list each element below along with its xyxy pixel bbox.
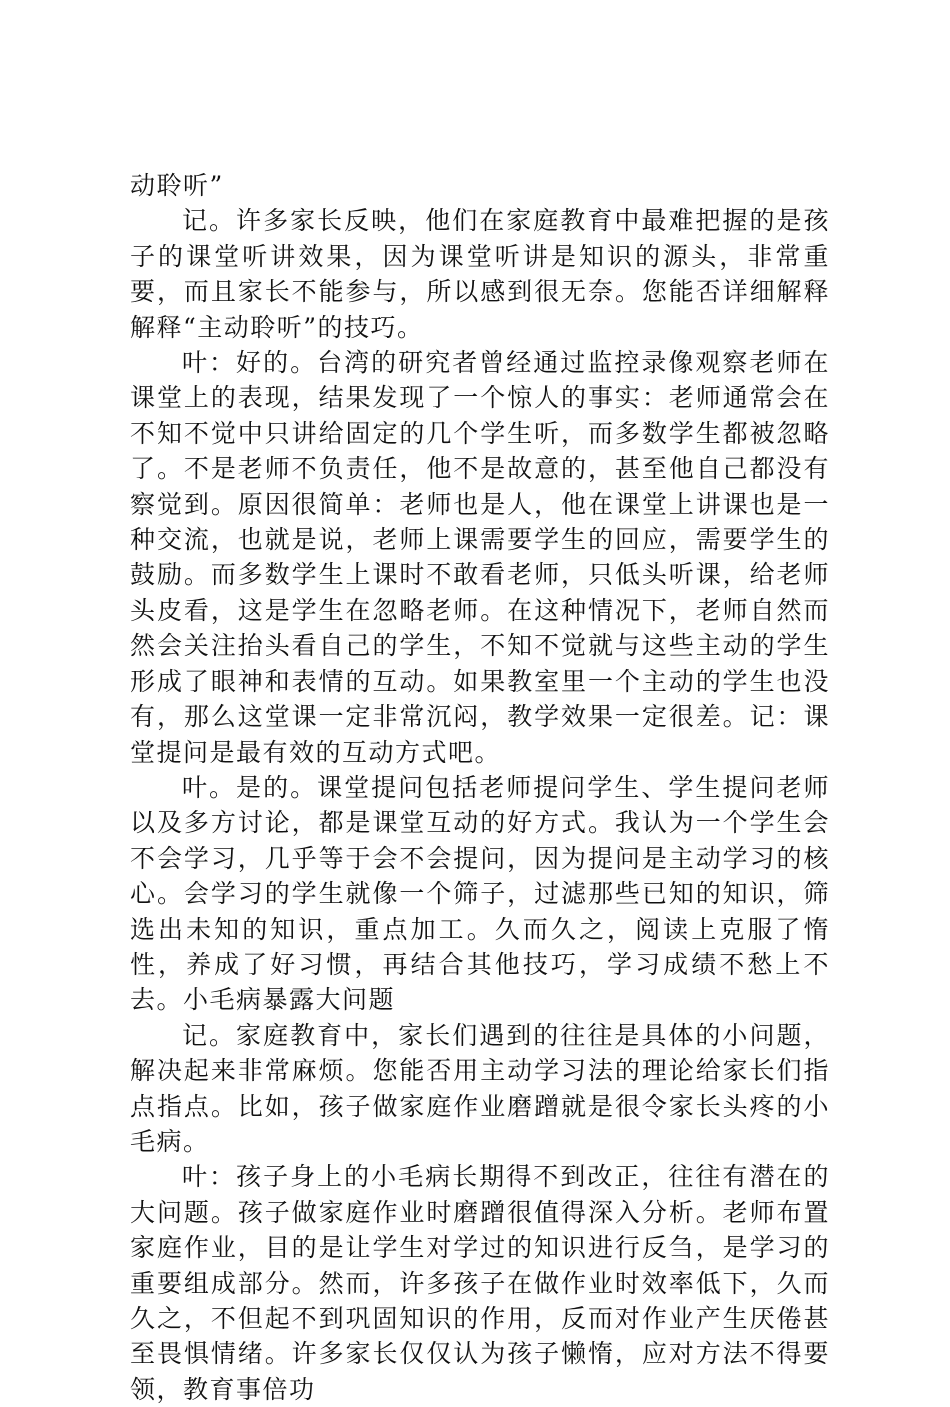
- paragraph-1: 动聆听”: [130, 171, 224, 200]
- paragraph-3: 叶：好的。台湾的研究者曾经通过监控录像观察老师在课堂上的表现，结果发现了一个惊人的事实：老师通常会在不知不觉中只讲给固定的几个学生听，而多数学生都被忽略了。不是老师不负责任，他不是故意的，甚至他自己都没有察觉到。原因很简单：老师也是人，他在课堂上讲课也是一种交流，也就是说，老师上课需要学生的回应，需要学生的鼓励。而多数学生上课时不敢看老师，只低头听课，给老师头皮看，这是学生在忽略老师。在这种情况下，老师自然而然会关注抬头看自己的学生，不知不觉就与这些主动的学生形成了眼神和表情的互动。如果教室里一个主动的学生也没有，那么这堂课一定非常沉闷，教学效果一定很差。记：课堂提问是最有效的互动方式吧。: [130, 348, 830, 767]
- paragraph-4: 叶。是的。课堂提问包括老师提问学生、学生提问老师以及多方讨论，都是课堂互动的好方式。我认为一个学生会不会学习，几乎等于会不会提问，因为提问是主动学习的核心。会学习的学生就像一个筛子，过滤那些已知的知识，筛选出未知的知识，重点加工。久而久之，阅读上克服了惰性，养成了好习惯，再结合其他技巧，学习成绩不愁上不去。小毛病暴露大问题: [130, 772, 830, 1015]
- document-body: [130, 168, 830, 1407]
- paragraph-2: 记。许多家长反映，他们在家庭教育中最难把握的是孩子的课堂听讲效果，因为课堂听讲是知识的源头，非常重要，而且家长不能参与，所以感到很无奈。您能否详细解释解释“主动聆听”的技巧。: [130, 206, 830, 342]
- paragraph-6: 叶：孩子身上的小毛病长期得不到改正，往往有潜在的大问题。孩子做家庭作业时磨蹭很值得深入分析。老师布置家庭作业，目的是让学生对学过的知识进行反刍，是学习的重要组成部分。然而，许多孩子在做作业时效率低下，久而久之，不但起不到巩固知识的作用，反而对作业产生厌倦甚至畏惧情绪。许多家长仅仅认为孩子懒惰，应对方法不得要领，教育事倍功: [130, 1162, 830, 1404]
- paragraph-5: 记。家庭教育中，家长们遇到的往往是具体的小问题，解决起来非常麻烦。您能否用主动学习法的理论给家长们指点指点。比如，孩子做家庭作业磨蹭就是很令家长头疼的小毛病。: [130, 1020, 830, 1156]
